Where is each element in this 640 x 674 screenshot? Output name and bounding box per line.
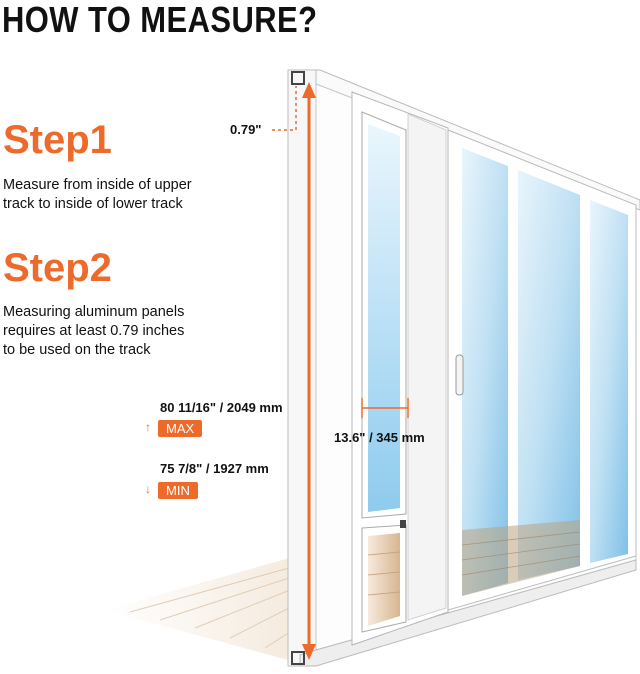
min-badge: MIN [158, 482, 198, 499]
pet-door-latch [400, 520, 406, 528]
panel-width-label: 13.6" / 345 mm [334, 430, 425, 445]
pet-door-panel [352, 92, 448, 645]
step2-line-2: requires at least 0.79 inches [3, 323, 185, 339]
arrow-up-icon: ↑ [145, 420, 151, 434]
fixed-glass-panel [448, 130, 636, 610]
min-height-value: 75 7/8" / 1927 mm [160, 461, 269, 476]
max-height-value: 80 11/16" / 2049 mm [160, 400, 283, 415]
step2-description [3, 303, 184, 360]
track-depth-label: 0.79" [230, 122, 262, 137]
step2-line-1: Measuring aluminum panels [3, 304, 185, 320]
step2-line-3: to be used on the track [3, 342, 151, 358]
max-badge: MAX [158, 420, 202, 437]
door-handle [456, 355, 463, 395]
step1-line-2: track to inside of lower track [3, 196, 183, 212]
arrow-down-icon: ↓ [145, 482, 151, 496]
page-title: HOW TO MEASURE? [2, 0, 318, 40]
step1-heading: Step1 [3, 118, 112, 162]
step1-line-1: Measure from inside of upper [3, 177, 192, 193]
step1-description [3, 176, 192, 214]
step2-heading: Step2 [3, 246, 112, 290]
